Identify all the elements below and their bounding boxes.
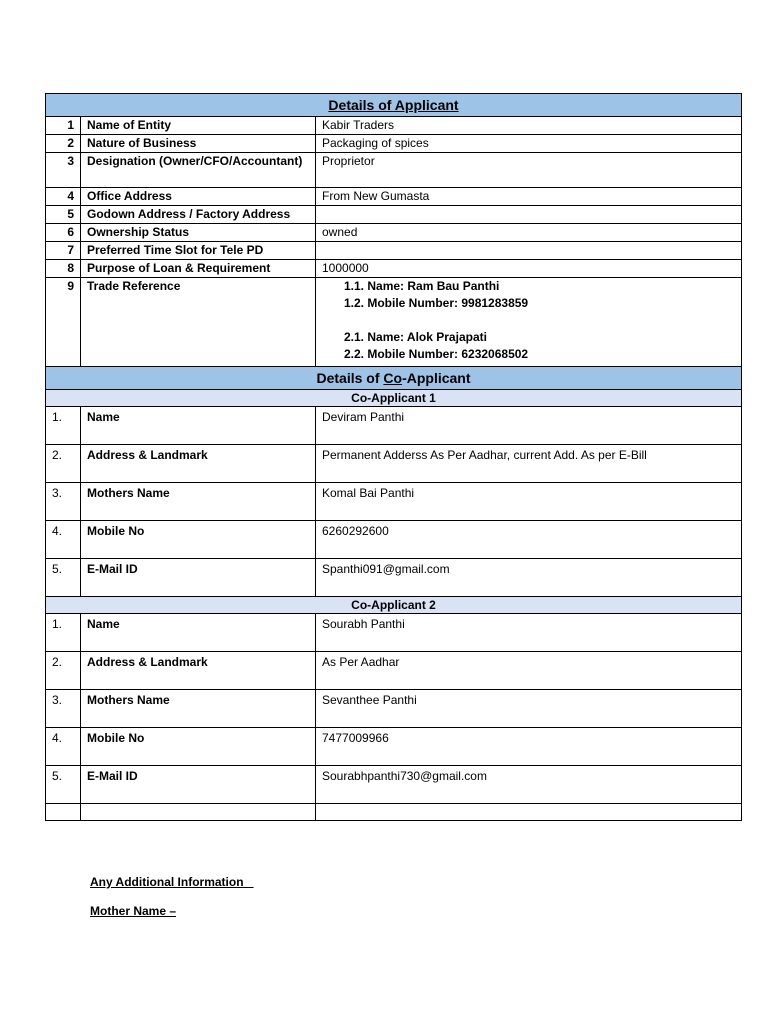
table-cell: E-Mail ID — [81, 766, 316, 804]
table-cell: Komal Bai Panthi — [316, 483, 742, 521]
table-cell: 7477009966 — [316, 728, 742, 766]
document-body — [45, 93, 741, 821]
table-cell: As Per Aadhar — [316, 652, 742, 690]
table-cell: Mothers Name — [81, 690, 316, 728]
table-cell: 4. — [46, 728, 81, 766]
table-cell: Sourabh Panthi — [316, 614, 742, 652]
additional-info-heading: Any Additional Information — [90, 875, 254, 889]
table-cell: Sevanthee Panthi — [316, 690, 742, 728]
table-row — [46, 224, 742, 242]
table-cell: Preferred Time Slot for Tele PD — [81, 242, 316, 260]
table-cell: 1 — [46, 117, 81, 135]
table-row — [46, 278, 742, 367]
table-cell: 5. — [46, 559, 81, 597]
loan-purpose-value: 1000000 — [316, 260, 742, 278]
entity-name-value: Kabir Traders — [316, 117, 742, 135]
co-applicant-1-heading: Co-Applicant 1 — [46, 390, 742, 407]
table-row — [46, 559, 742, 597]
table-cell: 6 — [46, 224, 81, 242]
table-cell: 3. — [46, 483, 81, 521]
table-cell: Godown Address / Factory Address — [81, 206, 316, 224]
business-nature-value: Packaging of spices — [316, 135, 742, 153]
table-cell: Nature of Business — [81, 135, 316, 153]
table-cell: Deviram Panthi — [316, 407, 742, 445]
table-cell: 8 — [46, 260, 81, 278]
table-cell: 6260292600 — [316, 521, 742, 559]
table-cell: 4 — [46, 188, 81, 206]
table-cell: E-Mail ID — [81, 559, 316, 597]
table-cell: 4. — [46, 521, 81, 559]
table-cell: 1. — [46, 407, 81, 445]
table-cell: 5. — [46, 766, 81, 804]
table-row — [46, 766, 742, 804]
co-applicant-section-title: Details of Co-Applicant — [46, 367, 742, 390]
table-cell: Address & Landmark — [81, 445, 316, 483]
table-row — [46, 728, 742, 766]
table-cell: Trade Reference — [81, 278, 316, 367]
table-cell: 1. — [46, 614, 81, 652]
table-cell: Name of Entity — [81, 117, 316, 135]
table-row — [46, 445, 742, 483]
table-cell — [316, 804, 742, 821]
applicant-table — [45, 93, 742, 821]
table-row — [46, 135, 742, 153]
table-cell: 9 — [46, 278, 81, 367]
empty-row — [46, 804, 742, 821]
table-row — [46, 690, 742, 728]
table-row — [46, 407, 742, 445]
table-cell: Office Address — [81, 188, 316, 206]
table-row — [46, 206, 742, 224]
table-cell: Address & Landmark — [81, 652, 316, 690]
table-cell: Purpose of Loan & Requirement — [81, 260, 316, 278]
table-cell: Mobile No — [81, 728, 316, 766]
table-cell: Name — [81, 614, 316, 652]
table-cell — [46, 804, 81, 821]
table-row — [46, 188, 742, 206]
table-cell: Designation (Owner/CFO/Accountant) — [81, 153, 316, 188]
table-cell: Permanent Adderss As Per Aadhar, current Add. As per E-Bill — [316, 445, 742, 483]
table-cell: Mothers Name — [81, 483, 316, 521]
table-cell: 5 — [46, 206, 81, 224]
table-cell: Sourabhpanthi730@gmail.com — [316, 766, 742, 804]
table-row — [46, 117, 742, 135]
office-address-value: From New Gumasta — [316, 188, 742, 206]
table-row — [46, 153, 742, 188]
ownership-status-value: owned — [316, 224, 742, 242]
table-row — [46, 483, 742, 521]
table-row — [46, 614, 742, 652]
designation-value: Proprietor — [316, 153, 742, 188]
table-cell: 2. — [46, 445, 81, 483]
table-cell: Mobile No — [81, 521, 316, 559]
co-applicant-2-heading: Co-Applicant 2 — [46, 597, 742, 614]
table-cell: 2 — [46, 135, 81, 153]
time-slot-value — [316, 242, 742, 260]
table-row — [46, 260, 742, 278]
godown-address-value — [316, 206, 742, 224]
mother-name-heading: Mother Name – — [90, 904, 177, 918]
table-cell: Spanthi091@gmail.com — [316, 559, 742, 597]
applicant-section-title: Details of Applicant — [46, 94, 742, 117]
table-row — [46, 652, 742, 690]
table-cell — [81, 804, 316, 821]
trade-reference-value: 1.1. Name: Ram Bau Panthi 1.2. Mobile Number: 9981283859 2.1. Name: Alok Prajapati 2.2. Mobile Number: 6232068502 — [316, 278, 742, 367]
table-cell: 3. — [46, 690, 81, 728]
table-cell: 7 — [46, 242, 81, 260]
table-cell: Name — [81, 407, 316, 445]
table-cell: 2. — [46, 652, 81, 690]
table-row — [46, 521, 742, 559]
table-cell: Ownership Status — [81, 224, 316, 242]
table-cell: 3 — [46, 153, 81, 188]
table-row — [46, 242, 742, 260]
